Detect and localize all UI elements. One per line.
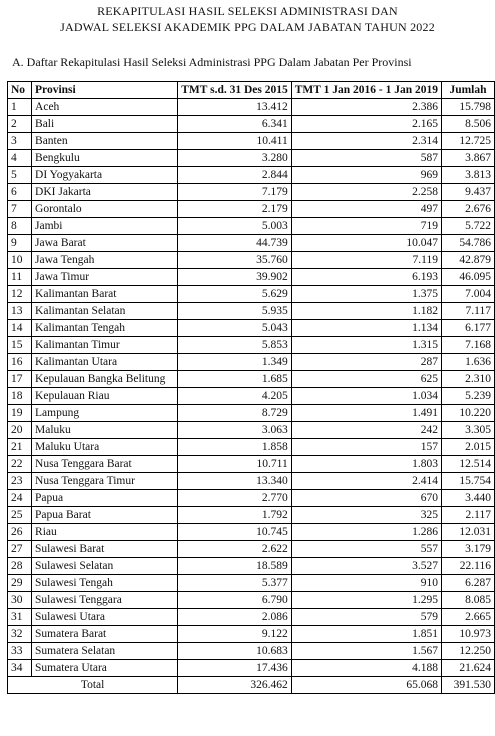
cell-no: 34 (8, 660, 32, 677)
cell-provinsi: Jawa Timur (32, 269, 178, 286)
cell-jumlah: 21.624 (441, 660, 494, 677)
cell-tmt-2015: 10.683 (178, 643, 292, 660)
cell-tmt-2015: 5.935 (178, 303, 292, 320)
cell-tmt-2015: 9.122 (178, 626, 292, 643)
cell-tmt-2016-2019: 2.414 (291, 473, 441, 490)
cell-tmt-2015: 2.622 (178, 541, 292, 558)
cell-no: 22 (8, 456, 32, 473)
cell-provinsi: Papua (32, 490, 178, 507)
cell-no: 32 (8, 626, 32, 643)
cell-tmt-2015: 6.790 (178, 592, 292, 609)
cell-tmt-2015: 3.063 (178, 422, 292, 439)
cell-tmt-2016-2019: 910 (291, 575, 441, 592)
cell-jumlah: 9.437 (441, 184, 494, 201)
table-header-row (8, 82, 495, 99)
cell-no: 8 (8, 218, 32, 235)
table-row (8, 150, 495, 167)
cell-jumlah: 8.085 (441, 592, 494, 609)
table-row (8, 252, 495, 269)
cell-tmt-2015: 5.853 (178, 337, 292, 354)
total-tmt-2016-2019: 65.068 (291, 677, 441, 694)
cell-provinsi: Sumatera Barat (32, 626, 178, 643)
cell-tmt-2015: 1.349 (178, 354, 292, 371)
cell-tmt-2016-2019: 287 (291, 354, 441, 371)
cell-provinsi: Banten (32, 133, 178, 150)
cell-provinsi: Lampung (32, 405, 178, 422)
cell-jumlah: 46.095 (441, 269, 494, 286)
cell-no: 3 (8, 133, 32, 150)
cell-provinsi: Kalimantan Selatan (32, 303, 178, 320)
cell-jumlah: 2.117 (441, 507, 494, 524)
recap-table (7, 81, 495, 694)
cell-tmt-2016-2019: 1.375 (291, 286, 441, 303)
cell-no: 29 (8, 575, 32, 592)
cell-no: 24 (8, 490, 32, 507)
table-row (8, 405, 495, 422)
cell-tmt-2016-2019: 625 (291, 371, 441, 388)
cell-provinsi: Bengkulu (32, 150, 178, 167)
cell-no: 17 (8, 371, 32, 388)
cell-provinsi: Jambi (32, 218, 178, 235)
cell-tmt-2015: 5.377 (178, 575, 292, 592)
cell-tmt-2015: 35.760 (178, 252, 292, 269)
cell-provinsi: Sulawesi Utara (32, 609, 178, 626)
cell-tmt-2015: 1.792 (178, 507, 292, 524)
cell-tmt-2016-2019: 242 (291, 422, 441, 439)
cell-tmt-2016-2019: 719 (291, 218, 441, 235)
table-row (8, 99, 495, 116)
table-row (8, 558, 495, 575)
cell-tmt-2016-2019: 587 (291, 150, 441, 167)
cell-tmt-2016-2019: 497 (291, 201, 441, 218)
table-row (8, 218, 495, 235)
cell-tmt-2015: 4.205 (178, 388, 292, 405)
table-row (8, 269, 495, 286)
cell-tmt-2015: 2.844 (178, 167, 292, 184)
cell-tmt-2015: 8.729 (178, 405, 292, 422)
cell-provinsi: Riau (32, 524, 178, 541)
table-row (8, 473, 495, 490)
cell-tmt-2015: 6.341 (178, 116, 292, 133)
cell-provinsi: Sulawesi Barat (32, 541, 178, 558)
total-jumlah: 391.530 (441, 677, 494, 694)
cell-jumlah: 2.310 (441, 371, 494, 388)
cell-tmt-2015: 2.086 (178, 609, 292, 626)
cell-no: 33 (8, 643, 32, 660)
cell-jumlah: 2.676 (441, 201, 494, 218)
cell-jumlah: 15.798 (441, 99, 494, 116)
cell-tmt-2015: 2.179 (178, 201, 292, 218)
cell-jumlah: 10.973 (441, 626, 494, 643)
cell-no: 12 (8, 286, 32, 303)
cell-tmt-2015: 2.770 (178, 490, 292, 507)
cell-provinsi: DKI Jakarta (32, 184, 178, 201)
cell-tmt-2016-2019: 2.258 (291, 184, 441, 201)
header-provinsi: Provinsi (32, 82, 178, 99)
table-row (8, 184, 495, 201)
cell-jumlah: 54.786 (441, 235, 494, 252)
cell-no: 9 (8, 235, 32, 252)
cell-provinsi: Kalimantan Barat (32, 286, 178, 303)
cell-provinsi: Sumatera Utara (32, 660, 178, 677)
cell-tmt-2016-2019: 2.386 (291, 99, 441, 116)
cell-tmt-2016-2019: 1.034 (291, 388, 441, 405)
section-heading: A. Daftar Rekapitulasi Hasil Seleksi Administrasi PPG Dalam Jabatan Per Provinsi (12, 55, 412, 69)
table-row (8, 524, 495, 541)
cell-tmt-2016-2019: 1.803 (291, 456, 441, 473)
cell-tmt-2016-2019: 2.165 (291, 116, 441, 133)
cell-provinsi: Kepulauan Bangka Belitung (32, 371, 178, 388)
cell-tmt-2016-2019: 2.314 (291, 133, 441, 150)
cell-tmt-2016-2019: 1.851 (291, 626, 441, 643)
cell-tmt-2016-2019: 7.119 (291, 252, 441, 269)
table-row (8, 354, 495, 371)
cell-tmt-2016-2019: 1.315 (291, 337, 441, 354)
cell-jumlah: 12.514 (441, 456, 494, 473)
cell-provinsi: Sulawesi Tenggara (32, 592, 178, 609)
table-row (8, 422, 495, 439)
table-row (8, 626, 495, 643)
cell-tmt-2015: 44.739 (178, 235, 292, 252)
cell-no: 31 (8, 609, 32, 626)
cell-tmt-2016-2019: 1.182 (291, 303, 441, 320)
cell-no: 2 (8, 116, 32, 133)
cell-tmt-2016-2019: 10.047 (291, 235, 441, 252)
cell-jumlah: 15.754 (441, 473, 494, 490)
cell-provinsi: Maluku Utara (32, 439, 178, 456)
cell-tmt-2016-2019: 4.188 (291, 660, 441, 677)
table-row (8, 303, 495, 320)
cell-no: 19 (8, 405, 32, 422)
cell-no: 7 (8, 201, 32, 218)
cell-no: 13 (8, 303, 32, 320)
cell-no: 25 (8, 507, 32, 524)
cell-provinsi: Sumatera Selatan (32, 643, 178, 660)
cell-jumlah: 5.722 (441, 218, 494, 235)
cell-jumlah: 7.117 (441, 303, 494, 320)
document-title-line-2: JADWAL SELEKSI AKADEMIK PPG DALAM JABATAN TAHUN 2022 (60, 20, 435, 34)
cell-tmt-2016-2019: 1.567 (291, 643, 441, 660)
cell-provinsi: Papua Barat (32, 507, 178, 524)
table-row (8, 456, 495, 473)
cell-tmt-2016-2019: 1.295 (291, 592, 441, 609)
cell-no: 10 (8, 252, 32, 269)
cell-no: 20 (8, 422, 32, 439)
cell-no: 18 (8, 388, 32, 405)
cell-tmt-2016-2019: 969 (291, 167, 441, 184)
cell-jumlah: 10.220 (441, 405, 494, 422)
cell-tmt-2016-2019: 157 (291, 439, 441, 456)
cell-jumlah: 42.879 (441, 252, 494, 269)
cell-no: 6 (8, 184, 32, 201)
cell-provinsi: Jawa Tengah (32, 252, 178, 269)
cell-no: 26 (8, 524, 32, 541)
cell-tmt-2016-2019: 325 (291, 507, 441, 524)
table-body (8, 99, 495, 677)
header-no: No (8, 82, 32, 99)
cell-jumlah: 2.665 (441, 609, 494, 626)
cell-tmt-2016-2019: 670 (291, 490, 441, 507)
cell-tmt-2015: 7.179 (178, 184, 292, 201)
cell-tmt-2015: 5.003 (178, 218, 292, 235)
header-tmt-2015: TMT s.d. 31 Des 2015 (178, 82, 292, 99)
table-row (8, 439, 495, 456)
cell-tmt-2016-2019: 579 (291, 609, 441, 626)
table-row (8, 286, 495, 303)
cell-provinsi: Kalimantan Timur (32, 337, 178, 354)
table-row (8, 371, 495, 388)
cell-tmt-2015: 17.436 (178, 660, 292, 677)
document-title-line-1: REKAPITULASI HASIL SELEKSI ADMINISTRASI DAN (97, 4, 398, 18)
table-row (8, 609, 495, 626)
cell-provinsi: Maluku (32, 422, 178, 439)
cell-no: 23 (8, 473, 32, 490)
cell-provinsi: Jawa Barat (32, 235, 178, 252)
cell-no: 16 (8, 354, 32, 371)
cell-tmt-2015: 5.629 (178, 286, 292, 303)
table-row (8, 337, 495, 354)
cell-jumlah: 3.867 (441, 150, 494, 167)
cell-tmt-2015: 10.711 (178, 456, 292, 473)
table-row (8, 575, 495, 592)
cell-jumlah: 8.506 (441, 116, 494, 133)
cell-tmt-2015: 10.745 (178, 524, 292, 541)
cell-tmt-2015: 3.280 (178, 150, 292, 167)
cell-tmt-2015: 1.858 (178, 439, 292, 456)
total-tmt-2015: 326.462 (178, 677, 292, 694)
cell-tmt-2016-2019: 557 (291, 541, 441, 558)
table-row (8, 660, 495, 677)
cell-jumlah: 7.004 (441, 286, 494, 303)
cell-no: 30 (8, 592, 32, 609)
cell-jumlah: 7.168 (441, 337, 494, 354)
cell-no: 14 (8, 320, 32, 337)
table-row (8, 235, 495, 252)
table-row (8, 320, 495, 337)
cell-provinsi: Nusa Tenggara Timur (32, 473, 178, 490)
cell-jumlah: 3.179 (441, 541, 494, 558)
cell-no: 15 (8, 337, 32, 354)
header-tmt-2016-2019: TMT 1 Jan 2016 - 1 Jan 2019 (291, 82, 441, 99)
cell-tmt-2015: 39.902 (178, 269, 292, 286)
cell-provinsi: Bali (32, 116, 178, 133)
cell-tmt-2016-2019: 1.286 (291, 524, 441, 541)
cell-tmt-2015: 1.685 (178, 371, 292, 388)
cell-jumlah: 2.015 (441, 439, 494, 456)
table-row (8, 490, 495, 507)
cell-no: 4 (8, 150, 32, 167)
table-row (8, 507, 495, 524)
cell-provinsi: Sulawesi Tengah (32, 575, 178, 592)
table-row (8, 541, 495, 558)
table-row (8, 592, 495, 609)
cell-jumlah: 6.287 (441, 575, 494, 592)
cell-jumlah: 12.725 (441, 133, 494, 150)
cell-jumlah: 6.177 (441, 320, 494, 337)
cell-tmt-2016-2019: 1.134 (291, 320, 441, 337)
cell-jumlah: 22.116 (441, 558, 494, 575)
cell-jumlah: 12.031 (441, 524, 494, 541)
cell-tmt-2016-2019: 3.527 (291, 558, 441, 575)
cell-jumlah: 12.250 (441, 643, 494, 660)
cell-jumlah: 1.636 (441, 354, 494, 371)
header-jumlah: Jumlah (441, 82, 494, 99)
cell-no: 28 (8, 558, 32, 575)
cell-jumlah: 5.239 (441, 388, 494, 405)
cell-no: 11 (8, 269, 32, 286)
cell-jumlah: 3.813 (441, 167, 494, 184)
cell-provinsi: Sulawesi Selatan (32, 558, 178, 575)
table-row (8, 388, 495, 405)
table-row (8, 167, 495, 184)
cell-no: 5 (8, 167, 32, 184)
total-label: Total (8, 677, 178, 694)
cell-jumlah: 3.440 (441, 490, 494, 507)
cell-no: 27 (8, 541, 32, 558)
table-row (8, 133, 495, 150)
cell-provinsi: DI Yogyakarta (32, 167, 178, 184)
cell-tmt-2016-2019: 6.193 (291, 269, 441, 286)
cell-provinsi: Kalimantan Tengah (32, 320, 178, 337)
cell-provinsi: Kalimantan Utara (32, 354, 178, 371)
cell-provinsi: Gorontalo (32, 201, 178, 218)
total-row (8, 677, 495, 694)
cell-provinsi: Aceh (32, 99, 178, 116)
cell-tmt-2015: 18.589 (178, 558, 292, 575)
cell-tmt-2015: 10.411 (178, 133, 292, 150)
table-row (8, 116, 495, 133)
cell-tmt-2015: 13.412 (178, 99, 292, 116)
cell-jumlah: 3.305 (441, 422, 494, 439)
table-row (8, 201, 495, 218)
table-row (8, 643, 495, 660)
cell-no: 1 (8, 99, 32, 116)
cell-no: 21 (8, 439, 32, 456)
cell-tmt-2015: 13.340 (178, 473, 292, 490)
cell-tmt-2016-2019: 1.491 (291, 405, 441, 422)
cell-tmt-2015: 5.043 (178, 320, 292, 337)
cell-provinsi: Kepulauan Riau (32, 388, 178, 405)
cell-provinsi: Nusa Tenggara Barat (32, 456, 178, 473)
